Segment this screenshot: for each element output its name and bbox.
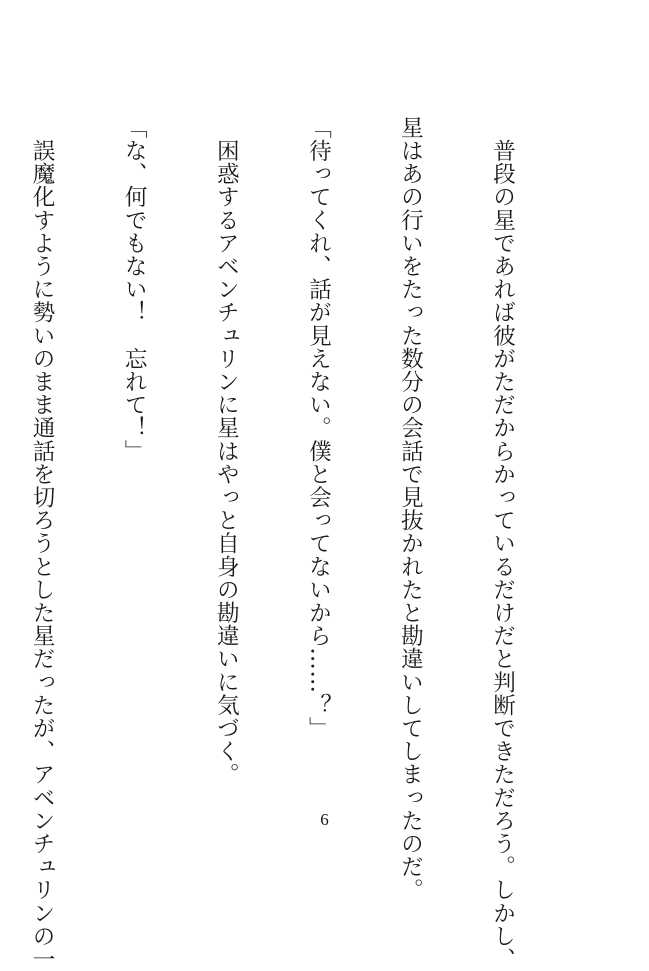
text-line: 星はあの行いをたった数分の会話で見抜かれたと勘違いしてしまったのだ。 — [397, 116, 424, 902]
text-line: 「な、何でもない！ 忘れて！」 — [121, 116, 148, 463]
text-line: 誤魔化すように勢いのまま通話を切ろうとした星だったが、アベンチュリンの一 — [29, 116, 56, 971]
body-text — [0, 116, 579, 971]
page-number: 6 — [320, 810, 329, 829]
text-line: 「待ってくれ、話が見えない。僕と会ってないから……？」 — [305, 116, 332, 740]
text-line: 困惑するアベンチュリンに星はやっと自身の勘違いに気づく。 — [213, 116, 240, 786]
text-line: 普段の星であれば彼がただからかっているだけだと判断できただろう。しかし、 — [489, 116, 516, 971]
